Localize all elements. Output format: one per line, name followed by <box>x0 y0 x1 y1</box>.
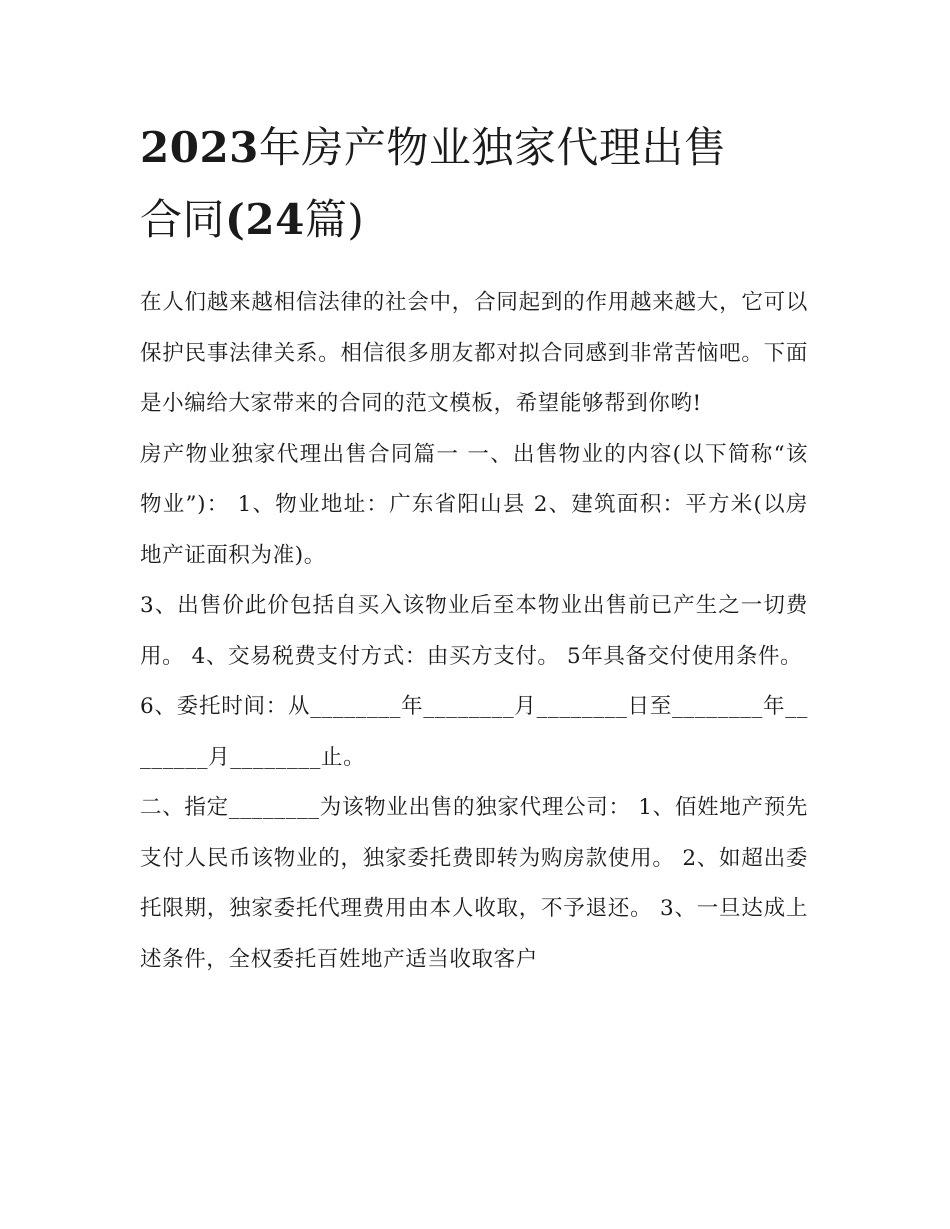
title-text-line2c: 篇) <box>304 195 365 244</box>
contract-section-2: 3、出售价此价包括自买入该物业后至本物业出售前已产生之一切费用。 4、交易税费支付方式：由买方支付。 5年具备交付使用条件。 <box>140 593 808 669</box>
title-text-line1: 年房产物业独家代理出售 <box>258 123 727 172</box>
contract-section-4: 二、指定________为该物业出售的独家代理公司： 1、佰姓地产预先支付人民币该物业的，独家委托费即转为购房款使用。 2、如超出委托限期，独家委托代理费用由本人收取，不予退还。 3、一旦达成上述条件，全权委托百姓地产适当收取客户 <box>140 795 808 972</box>
contract-section-1: 房产物业独家代理出售合同篇一 一、出售物业的内容(以下简称“该物业”)： 1、物业地址：广东省阳山县 2、建筑面积：平方米(以房地产证面积为准)。 <box>140 441 808 568</box>
intro-paragraph: 在人们越来越相信法律的社会中，合同起到的作用越来越大，它可以保护民事法律关系。相信很多朋友都对拟合同感到非常苦恼吧。下面是小编给大家带来的合同的范文模板，希望能够帮到你哟! <box>140 290 808 416</box>
title-year: 2023 <box>140 123 259 172</box>
title-count: (24 <box>225 195 305 244</box>
document-page <box>140 112 808 985</box>
contract-section-3: 6、委托时间：从________年________月________日至________年________月________止。 <box>140 694 808 770</box>
title-text-line2a: 合同 <box>140 195 226 244</box>
document-title <box>140 112 808 256</box>
